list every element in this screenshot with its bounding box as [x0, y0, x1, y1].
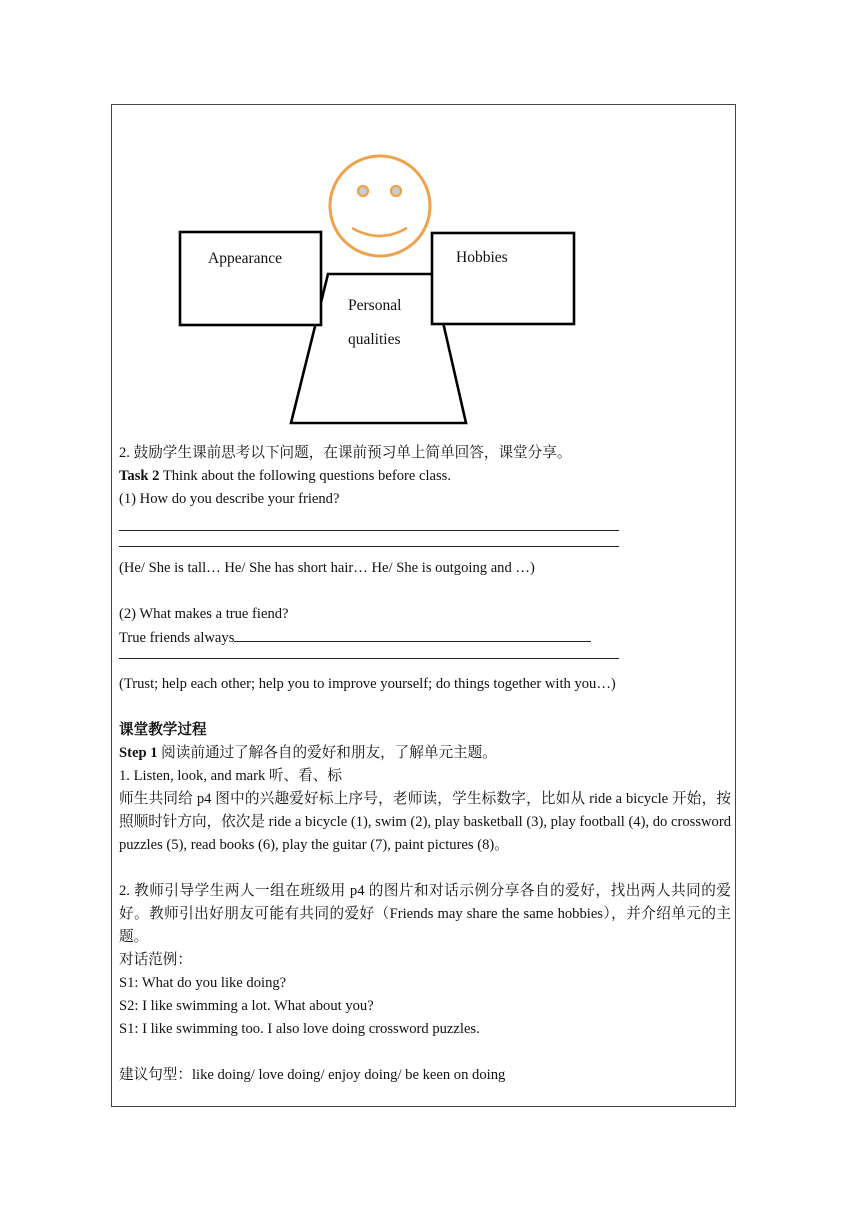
suggestion-line: 建议句型：like doing/ love doing/ enjoy doing/ be keen on doing — [119, 1067, 506, 1083]
question-2-lead: True friends always — [119, 630, 235, 646]
answer-line-2 — [119, 534, 731, 557]
hobbies-label: Hobbies — [456, 249, 508, 266]
question-2-hint: (Trust; help each other; help you to improve yourself; do things together with you…) — [119, 676, 616, 692]
right-eye-icon — [391, 186, 401, 196]
friend-diagram — [0, 0, 860, 440]
item1-title: 1. Listen, look, and mark 听、看、标 — [119, 768, 342, 784]
dialog-label: 对话范例： — [119, 952, 192, 968]
personal-label: Personal — [348, 297, 402, 314]
answer-line-4 — [119, 650, 731, 673]
question-1-hint: (He/ She is tall… He/ She has short hair… He/ She is outgoing and …) — [119, 560, 535, 576]
left-eye-icon — [358, 186, 368, 196]
question-2: (2) What makes a true fiend? — [119, 606, 289, 622]
answer-line-1 — [119, 511, 731, 534]
task2-title: Think about the following questions before class. — [159, 468, 451, 484]
step1-text: 阅读前通过了解各自的爱好和朋友，了解单元主题。 — [157, 745, 497, 761]
appearance-box — [180, 232, 321, 325]
answer-line-3 — [234, 626, 591, 642]
task2-intro: 2. 鼓励学生课前思考以下问题，在课前预习单上简单回答，课堂分享。 — [119, 445, 572, 461]
process-heading: 课堂教学过程 — [119, 722, 207, 738]
dialog-line-2: S2: I like swimming a lot. What about you? — [119, 998, 374, 1014]
item2-body: 2. 教师引导学生两人一组在班级用 p4 的图片和对话示例分享各自的爱好，找出两人共同的爱好。教师引出好朋友可能有共同的爱好（Friends may share the same hobbies），并介绍单元的主题。 — [119, 883, 731, 945]
lesson-text — [119, 442, 731, 1087]
step1-label: Step 1 — [119, 745, 158, 761]
smiley-face — [330, 156, 430, 256]
hobbies-box — [432, 233, 574, 324]
task2-heading — [119, 465, 731, 488]
dialog-line-1: S1: What do you like doing? — [119, 975, 287, 991]
question-1: (1) How do you describe your friend? — [119, 491, 340, 507]
step1-line — [119, 742, 731, 765]
appearance-label: Appearance — [208, 250, 283, 267]
dialog-line-3: S1: I like swimming too. I also love doing crossword puzzles. — [119, 1021, 480, 1037]
task2-label: Task 2 — [119, 468, 160, 484]
qualities-label: qualities — [348, 331, 401, 348]
smile-mouth — [352, 228, 407, 236]
question-2-prompt — [119, 626, 731, 650]
item1-body: 师生共同给 p4 图中的兴趣爱好标上序号，老师读，学生标数字，比如从 ride a bicycle 开始，按照顺时针方向，依次是 ride a bicycle (1), swim (2), play basketball (3), play football (4), do crossword puzzles (5), read books (6), play the guitar (7), paint pictures (8)。 — [119, 791, 731, 853]
